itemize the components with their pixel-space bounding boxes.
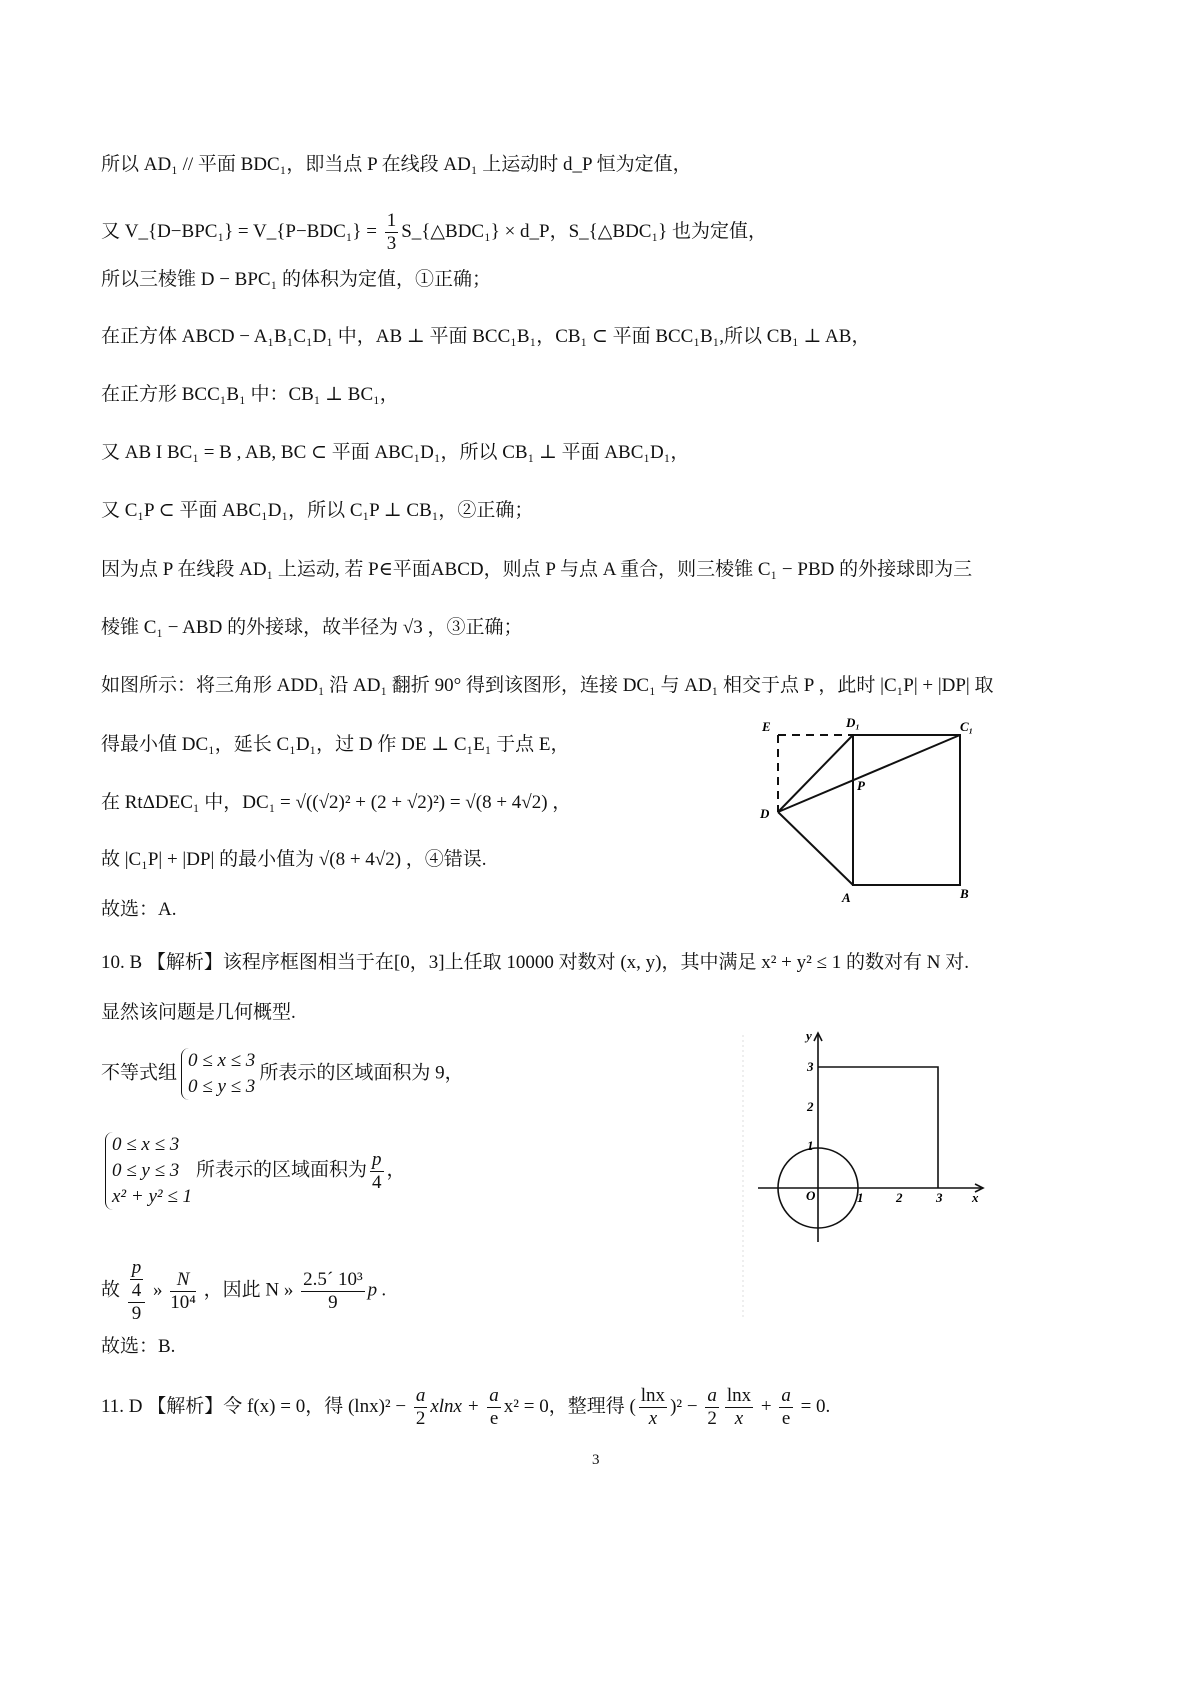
row: 0 ≤ x ≤ 3	[188, 1050, 256, 1071]
text-line: 在 RtΔDEC₁ 中，DC₁ = √((√2)² + (2 + √2)²) = √(8 + 4√2) ，	[101, 792, 572, 813]
text-line: 在正方形 BCC₁B₁ 中：CB₁ ⊥ BC₁，	[101, 384, 399, 405]
row: x² + y² ≤ 1	[112, 1186, 193, 1207]
text-line: 所以 AD₁ // 平面 BDC₁，即当点 P 在线段 AD₁ 上运动时 d_P 恒为定值，	[101, 154, 692, 175]
label: 不等式组	[101, 1062, 178, 1084]
denominator: 2	[707, 1408, 717, 1429]
line-DC1	[778, 735, 960, 812]
text-line: 在正方体 ABCD − A₁B₁C₁D₁ 中，AB ⊥ 平面 BCC₁B₁，CB₁ ⊂ 平面 BCC₁B₁,所以 CB₁ ⊥ AB，	[101, 326, 871, 347]
label: 所表示的区域面积为 9，	[259, 1062, 464, 1084]
denominator: 9	[328, 1291, 338, 1313]
square-region	[818, 1067, 938, 1188]
line-DD1	[778, 735, 853, 812]
numerator: lnx	[726, 1385, 752, 1406]
denominator: x	[734, 1408, 744, 1429]
denominator: 4	[372, 1171, 382, 1193]
numerator: a	[707, 1385, 717, 1406]
text-line: 棱锥 C₁ − ABD 的外接球，故半径为 √3 ，③正确；	[101, 617, 523, 638]
numerator: p	[131, 1257, 142, 1278]
x-tick: 2	[896, 1190, 903, 1205]
denominator: e	[781, 1408, 791, 1429]
text-line: 所以三棱锥 D − BPC₁ 的体积为定值，①正确；	[101, 269, 491, 290]
denominator: 10⁴	[170, 1291, 196, 1313]
text-line: 因为点 P 在线段 AD₁ 上运动, 若 P∈平面ABCD，则点 P 与点 A 重合，则三棱锥 C₁ − PBD 的外接球即为三	[101, 559, 973, 580]
text-line: 故 |C₁P| + |DP| 的最小值为 √(8 + 4√2) ，④错误.	[101, 849, 487, 870]
text-line: 显然该问题是几何概型.	[101, 1002, 296, 1023]
label: = 0.	[795, 1395, 831, 1417]
approx-sign: »	[153, 1279, 163, 1301]
numerator: lnx	[640, 1385, 666, 1406]
label-P: P	[857, 778, 865, 793]
text-line: 10. B 【解析】该程序框图相当于在[0，3]上任取 10000 对数对 (x, y)，其中满足 x² + y² ≤ 1 的数对有 N 对.	[101, 952, 969, 973]
denominator: 9	[131, 1303, 142, 1324]
text-line: 又 C₁P ⊂ 平面 ABC₁D₁，所以 C₁P ⊥ CB₁，②正确；	[101, 500, 534, 521]
row: 0 ≤ y ≤ 3	[112, 1160, 180, 1181]
label-D: D	[760, 806, 770, 821]
label: 所表示的区域面积为	[196, 1159, 368, 1181]
formula-volume: 又 V_{D−BPC₁} = V_{P−BDC₁} =	[101, 220, 382, 242]
page-number: 3	[592, 1452, 600, 1468]
label: p .	[367, 1279, 387, 1301]
y-tick: 3	[807, 1059, 814, 1074]
y-tick: 1	[807, 1138, 814, 1153]
label-C1: C₁	[960, 719, 974, 734]
origin-label: O	[806, 1188, 816, 1203]
punct: ，	[386, 1159, 406, 1181]
text-line: 如图所示：将三角形 ADD₁ 沿 AD₁ 翻折 90° 得到该图形，连接 DC₁ 与 AD₁ 相交于点 P ，此时 |C₁P| + |DP| 取	[101, 675, 994, 696]
text-line: 得最小值 DC₁，延长 C₁D₁，过 D 作 DE ⊥ C₁E₁ 于点 E，	[101, 734, 570, 755]
formula-area: S_{△BDC₁} × d_P，S_{△BDC₁} 也为定值，	[401, 220, 767, 242]
text-line: 故选：B.	[101, 1336, 176, 1357]
label: )² −	[670, 1395, 703, 1417]
label: +	[756, 1395, 777, 1417]
label: ，因此 N »	[203, 1279, 294, 1301]
text-line: 故选：A.	[101, 899, 177, 920]
line-DA	[778, 812, 853, 885]
row: 0 ≤ y ≤ 3	[188, 1076, 256, 1097]
label: xlnx +	[430, 1395, 485, 1417]
denominator: 4	[131, 1280, 142, 1301]
denominator: x	[648, 1408, 658, 1429]
numerator: a	[781, 1385, 791, 1406]
row: 0 ≤ x ≤ 3	[112, 1134, 180, 1155]
x-tick: 3	[936, 1190, 943, 1205]
numerator: p	[372, 1148, 382, 1170]
x-axis-label: x	[972, 1190, 979, 1205]
label-D1: D₁	[846, 715, 860, 730]
denominator: e	[489, 1408, 499, 1429]
denominator: 3	[386, 233, 397, 254]
denominator: 2	[415, 1408, 426, 1429]
numerator: N	[170, 1269, 196, 1292]
y-axis-label: y	[806, 1028, 812, 1043]
numerator: 1	[386, 210, 397, 231]
numerator: a	[489, 1385, 499, 1406]
label: 11. D 【解析】令 f(x) = 0，得 (lnx)² −	[101, 1395, 411, 1417]
label-E: E	[762, 719, 771, 734]
numerator: a	[415, 1385, 426, 1406]
label-B: B	[960, 886, 969, 901]
label: x² = 0，整理得 (	[503, 1395, 636, 1417]
numerator: 2.5´ 10³	[303, 1268, 363, 1290]
label: 故	[101, 1279, 121, 1301]
text-line: 又 AB I BC₁ = B , AB, BC ⊂ 平面 ABC₁D₁，所以 CB₁ ⊥ 平面 ABC₁D₁，	[101, 442, 690, 463]
x-tick: 1	[857, 1190, 864, 1205]
y-tick: 2	[807, 1099, 814, 1114]
label-A: A	[842, 890, 851, 905]
